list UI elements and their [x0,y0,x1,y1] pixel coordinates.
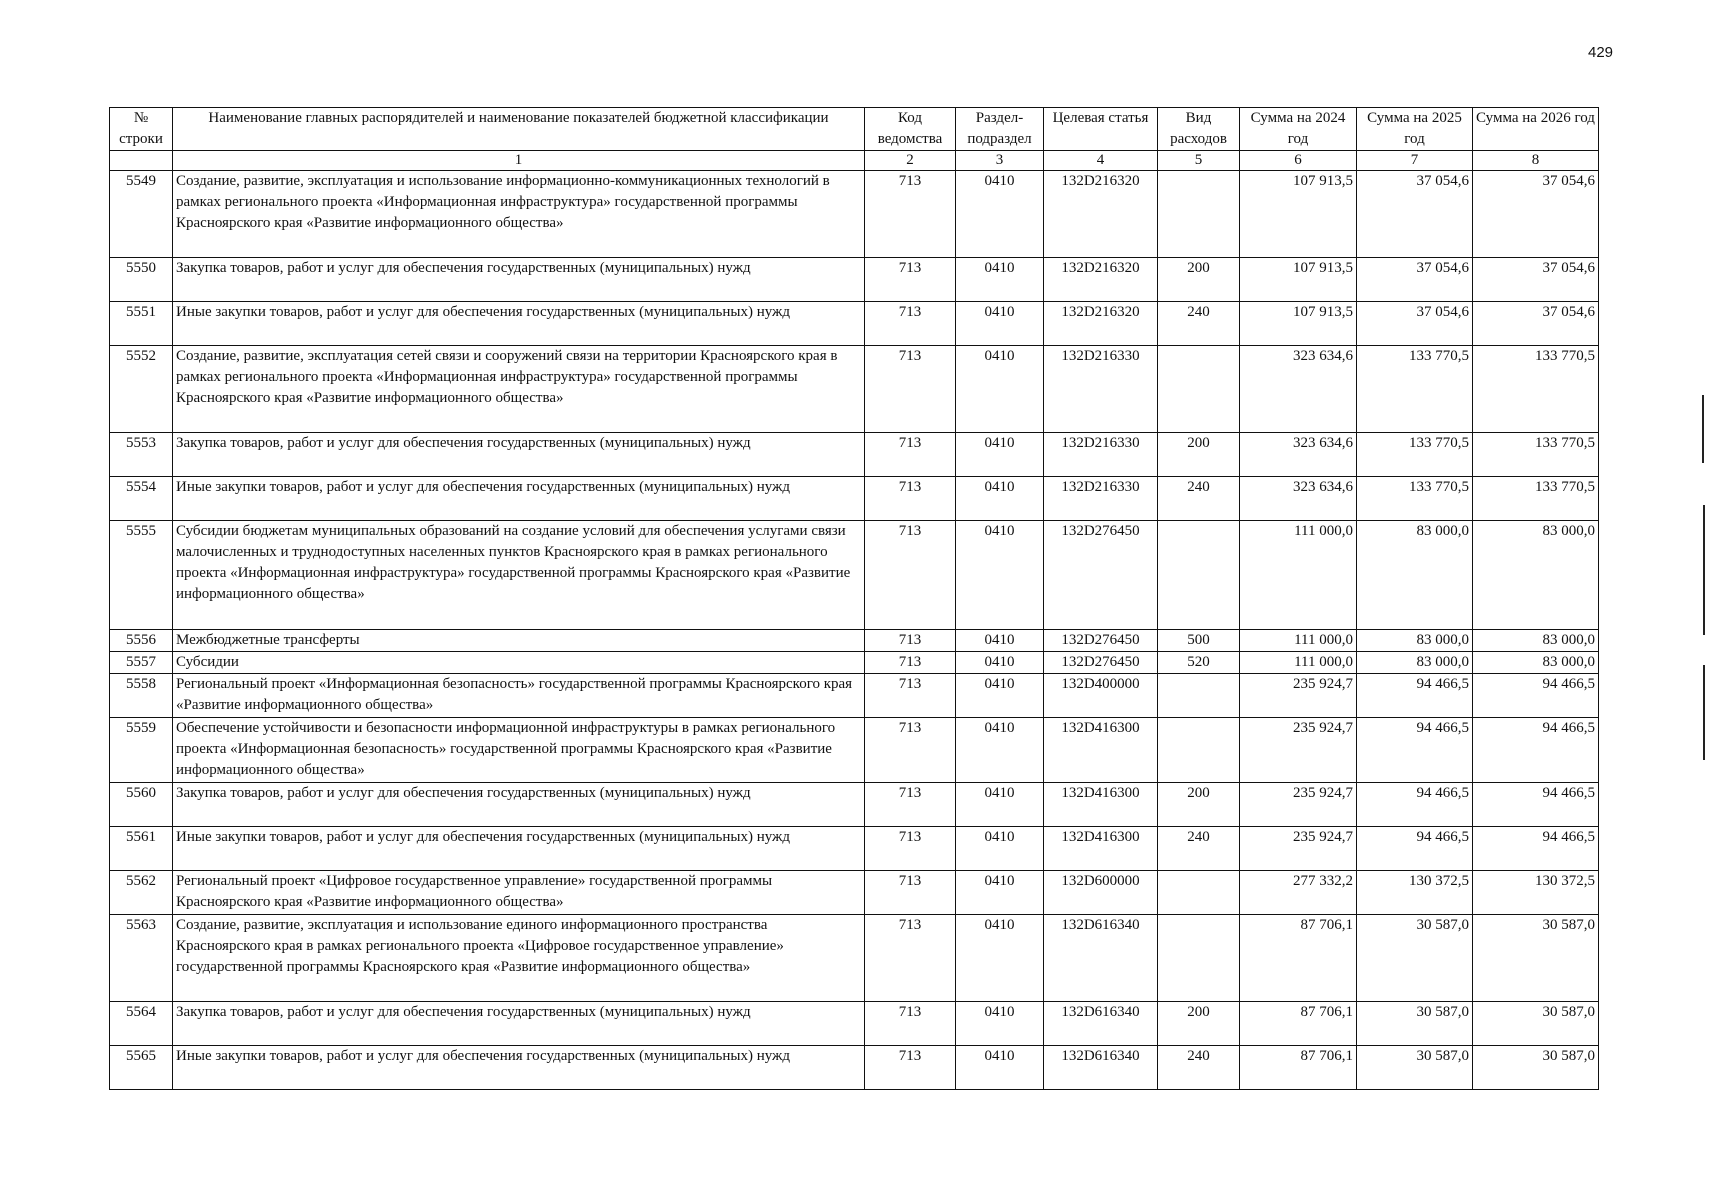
target-article: 132D216320 [1044,258,1158,302]
page-number: 429 [1588,44,1614,61]
row-number: 5553 [110,433,173,477]
sum-2024: 87 706,1 [1240,1002,1357,1046]
sum-2026: 94 466,5 [1473,827,1599,871]
target-article: 132D416300 [1044,827,1158,871]
target-article: 132D616340 [1044,915,1158,1002]
row-name: Закупка товаров, работ и услуг для обеспечения государственных (муниципальных) нужд [173,433,865,477]
row-number: 5558 [110,674,173,718]
sum-2025: 83 000,0 [1357,521,1473,630]
sum-2024: 235 924,7 [1240,718,1357,783]
expense-type: 240 [1158,827,1240,871]
scan-edge-mark [1703,665,1705,760]
header-index: 3 [956,151,1044,171]
sum-2024: 323 634,6 [1240,433,1357,477]
row-number: 5564 [110,1002,173,1046]
sum-2026: 94 466,5 [1473,674,1599,718]
row-name: Иные закупки товаров, работ и услуг для обеспечения государственных (муниципальных) нужд [173,477,865,521]
department-code: 713 [865,171,956,258]
department-code: 713 [865,630,956,652]
target-article: 132D276450 [1044,630,1158,652]
sum-2026: 130 372,5 [1473,871,1599,915]
row-name: Иные закупки товаров, работ и услуг для обеспечения государственных (муниципальных) нужд [173,827,865,871]
target-article: 132D616340 [1044,1046,1158,1090]
row-name: Закупка товаров, работ и услуг для обеспечения государственных (муниципальных) нужд [173,783,865,827]
row-name: Закупка товаров, работ и услуг для обеспечения государственных (муниципальных) нужд [173,258,865,302]
sum-2026: 94 466,5 [1473,718,1599,783]
table-header [110,108,1599,171]
sum-2026: 133 770,5 [1473,346,1599,433]
header-index: 1 [173,151,865,171]
expense-type [1158,171,1240,258]
sum-2024: 323 634,6 [1240,477,1357,521]
sum-2024: 107 913,5 [1240,171,1357,258]
table-row [110,915,1599,1002]
sum-2026: 37 054,6 [1473,258,1599,302]
row-name: Межбюджетные трансферты [173,630,865,652]
sum-2026: 30 587,0 [1473,1002,1599,1046]
sum-2025: 30 587,0 [1357,1002,1473,1046]
expense-type: 240 [1158,477,1240,521]
header-index: 7 [1357,151,1473,171]
sum-2025: 37 054,6 [1357,258,1473,302]
department-code: 713 [865,674,956,718]
target-article: 132D416300 [1044,718,1158,783]
table-row [110,871,1599,915]
row-name: Субсидии бюджетам муниципальных образований на создание условий для обеспечения услугами связи малочисленных и труднодоступных населенных пунктов Красноярского края в рамках регионального проекта «Информационная инфраструктура» государственной программы Красноярского края «Развитие информационного общества» [173,521,865,630]
target-article: 132D216330 [1044,477,1158,521]
row-name: Региональный проект «Информационная безопасность» государственной программы Красноярского края «Развитие информационного общества» [173,674,865,718]
row-number: 5559 [110,718,173,783]
sum-2026: 37 054,6 [1473,171,1599,258]
row-name: Закупка товаров, работ и услуг для обеспечения государственных (муниципальных) нужд [173,1002,865,1046]
sum-2025: 94 466,5 [1357,674,1473,718]
sum-2026: 133 770,5 [1473,433,1599,477]
expense-type: 240 [1158,1046,1240,1090]
sum-2024: 277 332,2 [1240,871,1357,915]
row-name: Обеспечение устойчивости и безопасности информационной инфраструктуры в рамках регионального проекта «Информационная безопасность» государственной программы Красноярского края «Развитие информационного общества» [173,718,865,783]
table-row [110,652,1599,674]
row-name: Иные закупки товаров, работ и услуг для обеспечения государственных (муниципальных) нужд [173,1046,865,1090]
sum-2024: 323 634,6 [1240,346,1357,433]
sum-2025: 94 466,5 [1357,718,1473,783]
table-row [110,302,1599,346]
expense-type [1158,871,1240,915]
expense-type: 240 [1158,302,1240,346]
department-code: 713 [865,433,956,477]
table-row [110,674,1599,718]
target-article: 132D216330 [1044,433,1158,477]
row-number: 5560 [110,783,173,827]
sum-2026: 37 054,6 [1473,302,1599,346]
target-article: 132D276450 [1044,521,1158,630]
section-code: 0410 [956,1002,1044,1046]
sum-2024: 107 913,5 [1240,258,1357,302]
row-number: 5552 [110,346,173,433]
expense-type: 200 [1158,1002,1240,1046]
row-number: 5556 [110,630,173,652]
sum-2024: 111 000,0 [1240,521,1357,630]
expense-type: 520 [1158,652,1240,674]
header-name: Наименование главных распорядителей и наименование показателей бюджетной классификации [173,108,865,151]
department-code: 713 [865,1046,956,1090]
row-name: Субсидии [173,652,865,674]
target-article: 132D276450 [1044,652,1158,674]
sum-2026: 83 000,0 [1473,521,1599,630]
section-code: 0410 [956,915,1044,1002]
header-expense-type: Вид расходов [1158,108,1240,151]
row-name: Создание, развитие, эксплуатация и использование информационно-коммуникационных технологий в рамках регионального проекта «Информационная инфраструктура» государственной программы Красноярского края «Развитие информационного общества» [173,171,865,258]
department-code: 713 [865,652,956,674]
department-code: 713 [865,302,956,346]
department-code: 713 [865,521,956,630]
sum-2025: 83 000,0 [1357,630,1473,652]
scan-edge-mark [1702,395,1704,463]
header-index-empty [110,151,173,171]
sum-2025: 94 466,5 [1357,783,1473,827]
row-number: 5550 [110,258,173,302]
sum-2025: 133 770,5 [1357,477,1473,521]
scan-edge-mark [1703,505,1705,635]
expense-type: 500 [1158,630,1240,652]
department-code: 713 [865,1002,956,1046]
header-index: 4 [1044,151,1158,171]
row-name: Региональный проект «Цифровое государственное управление» государственной программы Красноярского края «Развитие информационного общества» [173,871,865,915]
expense-type [1158,521,1240,630]
table-row [110,827,1599,871]
table-row [110,783,1599,827]
department-code: 713 [865,346,956,433]
header-index: 5 [1158,151,1240,171]
table-body [110,171,1599,1090]
sum-2024: 87 706,1 [1240,1046,1357,1090]
header-index: 2 [865,151,956,171]
sum-2026: 30 587,0 [1473,1046,1599,1090]
sum-2024: 111 000,0 [1240,630,1357,652]
expense-type: 200 [1158,783,1240,827]
section-code: 0410 [956,1046,1044,1090]
table-row [110,630,1599,652]
department-code: 713 [865,718,956,783]
section-code: 0410 [956,783,1044,827]
sum-2024: 87 706,1 [1240,915,1357,1002]
row-number: 5549 [110,171,173,258]
header-sum-2024: Сумма на 2024 год [1240,108,1357,151]
sum-2024: 107 913,5 [1240,302,1357,346]
row-name: Иные закупки товаров, работ и услуг для обеспечения государственных (муниципальных) нужд [173,302,865,346]
target-article: 132D616340 [1044,1002,1158,1046]
section-code: 0410 [956,630,1044,652]
section-code: 0410 [956,302,1044,346]
table-row [110,718,1599,783]
table-row [110,477,1599,521]
section-code: 0410 [956,477,1044,521]
header-index: 6 [1240,151,1357,171]
section-code: 0410 [956,346,1044,433]
section-code: 0410 [956,718,1044,783]
sum-2026: 30 587,0 [1473,915,1599,1002]
section-code: 0410 [956,674,1044,718]
department-code: 713 [865,477,956,521]
sum-2025: 83 000,0 [1357,652,1473,674]
department-code: 713 [865,915,956,1002]
sum-2025: 30 587,0 [1357,915,1473,1002]
row-number: 5554 [110,477,173,521]
section-code: 0410 [956,171,1044,258]
header-sum-2026: Сумма на 2026 год [1473,108,1599,151]
target-article: 132D416300 [1044,783,1158,827]
table-row [110,433,1599,477]
target-article: 132D600000 [1044,871,1158,915]
header-section: Раздел-подраздел [956,108,1044,151]
expense-type: 200 [1158,433,1240,477]
sum-2026: 83 000,0 [1473,652,1599,674]
sum-2025: 37 054,6 [1357,171,1473,258]
expense-type [1158,346,1240,433]
sum-2025: 130 372,5 [1357,871,1473,915]
sum-2024: 235 924,7 [1240,783,1357,827]
section-code: 0410 [956,827,1044,871]
row-number: 5551 [110,302,173,346]
row-name: Создание, развитие, эксплуатация сетей связи и сооружений связи на территории Красноярского края в рамках регионального проекта «Информационная инфраструктура» государственной программы Красноярского края «Развитие информационного общества» [173,346,865,433]
sum-2024: 235 924,7 [1240,674,1357,718]
sum-2026: 83 000,0 [1473,630,1599,652]
table-row [110,346,1599,433]
sum-2025: 30 587,0 [1357,1046,1473,1090]
section-code: 0410 [956,871,1044,915]
section-code: 0410 [956,521,1044,630]
department-code: 713 [865,871,956,915]
sum-2024: 111 000,0 [1240,652,1357,674]
department-code: 713 [865,827,956,871]
target-article: 132D216320 [1044,302,1158,346]
sum-2026: 94 466,5 [1473,783,1599,827]
table-row [110,258,1599,302]
target-article: 132D216330 [1044,346,1158,433]
header-target-article: Целевая статья [1044,108,1158,151]
row-number: 5557 [110,652,173,674]
department-code: 713 [865,783,956,827]
sum-2025: 133 770,5 [1357,433,1473,477]
expense-type: 200 [1158,258,1240,302]
section-code: 0410 [956,258,1044,302]
table-row [110,1046,1599,1090]
row-number: 5562 [110,871,173,915]
row-name: Создание, развитие, эксплуатация и использование единого информационного пространства Красноярского края в рамках регионального проекта «Цифровое государственное управление» государственной программы Красноярского края «Развитие информационного общества» [173,915,865,1002]
sum-2025: 37 054,6 [1357,302,1473,346]
budget-table [109,107,1599,1090]
section-code: 0410 [956,652,1044,674]
sum-2025: 133 770,5 [1357,346,1473,433]
header-department-code: Код ведомства [865,108,956,151]
header-sum-2025: Сумма на 2025 год [1357,108,1473,151]
row-number: 5561 [110,827,173,871]
expense-type [1158,674,1240,718]
row-number: 5565 [110,1046,173,1090]
department-code: 713 [865,258,956,302]
sum-2025: 94 466,5 [1357,827,1473,871]
row-number: 5555 [110,521,173,630]
sum-2024: 235 924,7 [1240,827,1357,871]
table-row [110,1002,1599,1046]
target-article: 132D400000 [1044,674,1158,718]
table-row [110,521,1599,630]
row-number: 5563 [110,915,173,1002]
target-article: 132D216320 [1044,171,1158,258]
header-row-number: № строки [110,108,173,151]
table-row [110,171,1599,258]
expense-type [1158,915,1240,1002]
expense-type [1158,718,1240,783]
section-code: 0410 [956,433,1044,477]
header-index: 8 [1473,151,1599,171]
sum-2026: 133 770,5 [1473,477,1599,521]
